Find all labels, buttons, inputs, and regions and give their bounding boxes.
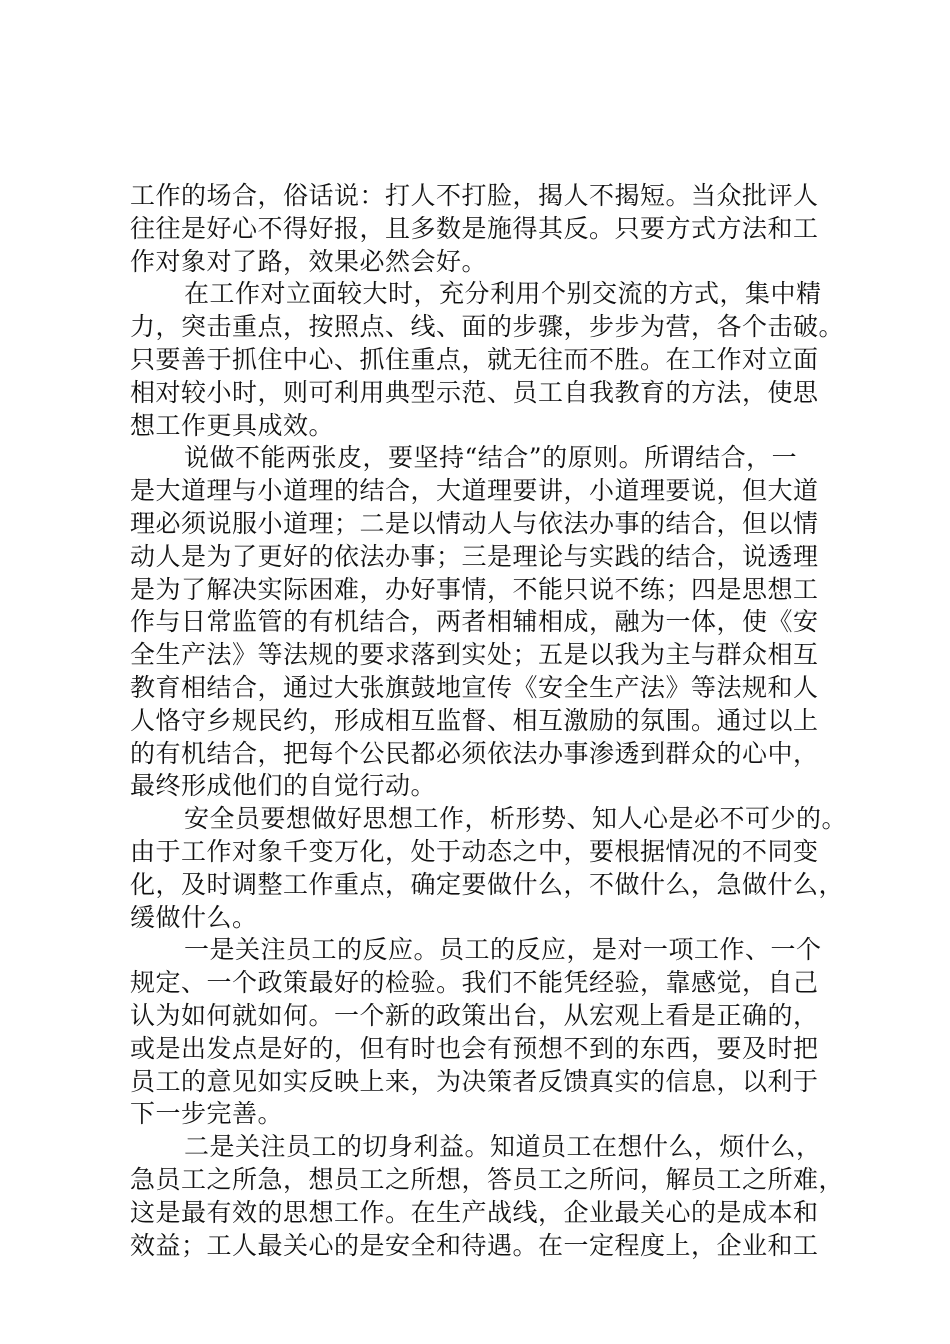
text-line: 急员工之所急，想员工之所想，答员工之所问，解员工之所难， bbox=[130, 1164, 845, 1194]
text-line: 作与日常监管的有机结合，两者相辅相成，融为一体，使《安 bbox=[130, 607, 819, 637]
text-line: 力，突击重点，按照点、线、面的步骤，步步为营，各个击破。 bbox=[130, 312, 845, 342]
text-line: 工作的场合，俗话说：打人不打脸，揭人不揭短。当众批评人 bbox=[130, 181, 819, 210]
text-line: 理必须说服小道理；二是以情动人与依法办事的结合，但以情 bbox=[130, 508, 819, 538]
text-line: 教育相结合，通过大张旗鼓地宣传《安全生产法》等法规和人 bbox=[130, 672, 819, 702]
text-line: 最终形成他们的自觉行动。 bbox=[130, 771, 437, 801]
text-line: 是大道理与小道理的结合，大道理要讲，小道理要说，但大道 bbox=[130, 476, 819, 506]
text-line: 只要善于抓住中心、抓住重点，就无往而不胜。在工作对立面 bbox=[130, 344, 819, 374]
text-line: 动人是为了更好的依法办事；三是理论与实践的结合，说透理 bbox=[130, 541, 819, 571]
text-line: 规定、一个政策最好的检验。我们不能凭经验，靠感觉，自己 bbox=[130, 968, 819, 998]
paragraph-first-line: 说做不能两张皮，要坚持“结合”的原则。所谓结合，一 bbox=[184, 443, 798, 473]
text-line: 认为如何就如何。一个新的政策出台，从宏观上看是正确的， bbox=[130, 1000, 819, 1030]
text-line: 相对较小时，则可利用典型示范、员工自我教育的方法，使思 bbox=[130, 377, 819, 407]
paragraph-first-line: 二是关注员工的切身利益。知道员工在想什么，烦什么， bbox=[184, 1132, 822, 1162]
text-line: 的有机结合，把每个公民都必须依法办事渗透到群众的心中， bbox=[130, 738, 819, 768]
paragraph-first-line: 安全员要想做好思想工作，析形势、知人心是必不可少的。 bbox=[184, 804, 848, 834]
text-line: 人恪守乡规民约，形成相互监督、相互激励的氛围。通过以上 bbox=[130, 705, 819, 735]
paragraph-first-line: 一是关注员工的反应。员工的反应，是对一项工作、一个 bbox=[184, 935, 822, 965]
text-line: 员工的意见如实反映上来，为决策者反馈真实的信息，以利于 bbox=[130, 1066, 819, 1096]
text-line: 缓做什么。 bbox=[130, 902, 258, 932]
text-line: 是为了解决实际困难，办好事情，不能只说不练；四是思想工 bbox=[130, 574, 819, 604]
text-line: 这是最有效的思想工作。在生产战线，企业最关心的是成本和 bbox=[130, 1197, 819, 1227]
document-body bbox=[130, 180, 865, 1262]
text-line: 由于工作对象千变万化，处于动态之中，要根据情况的不同变 bbox=[130, 836, 819, 866]
text-line: 或是出发点是好的，但有时也会有预想不到的东西，要及时把 bbox=[130, 1033, 819, 1063]
text-line: 往往是好心不得好报，且多数是施得其反。只要方式方法和工 bbox=[130, 213, 819, 243]
text-line: 全生产法》等法规的要求落到实处；五是以我为主与群众相互 bbox=[130, 640, 819, 670]
text-line: 下一步完善。 bbox=[130, 1099, 284, 1129]
text-line: 作对象对了路，效果必然会好。 bbox=[130, 246, 488, 276]
paragraph-first-line: 在工作对立面较大时，充分利用个别交流的方式，集中精 bbox=[184, 279, 822, 309]
text-line: 化，及时调整工作重点，确定要做什么，不做什么，急做什么， bbox=[130, 869, 845, 899]
text-line: 想工作更具成效。 bbox=[130, 410, 335, 440]
text-line: 效益；工人最关心的是安全和待遇。在一定程度上，企业和工 bbox=[130, 1230, 819, 1260]
